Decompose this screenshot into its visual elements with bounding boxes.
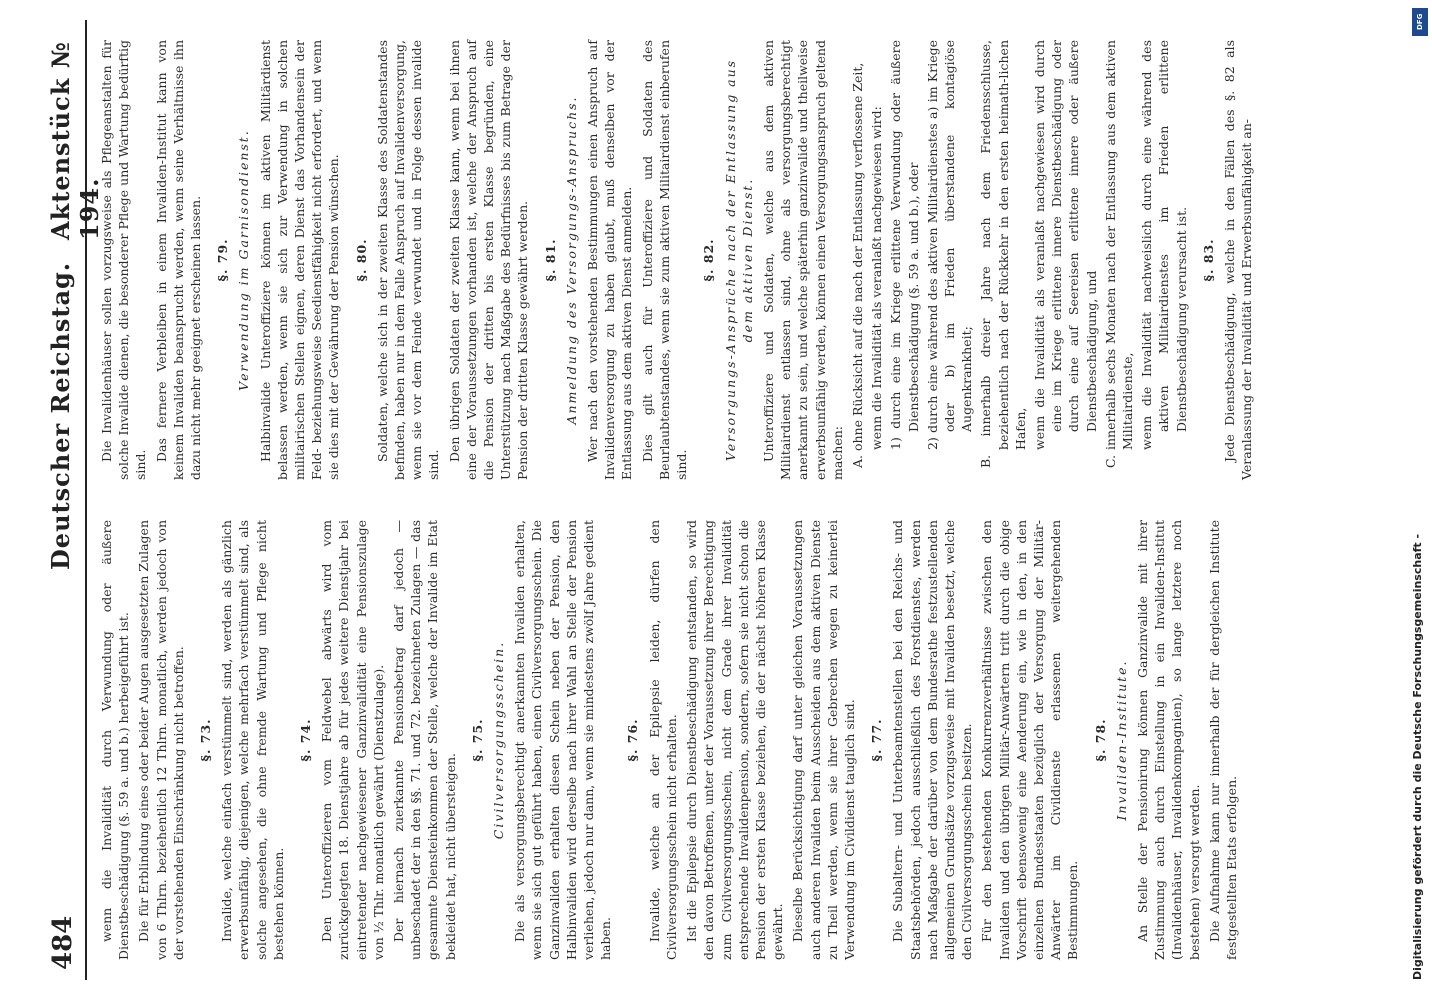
- list-item: C. innerhalb sechs Monaten nach der Entlassung aus dem aktiven Militairdienste,: [1102, 40, 1135, 468]
- page-number: 484: [48, 915, 78, 970]
- dfg-logo: DFG: [1412, 8, 1428, 36]
- paragraph: Die als versorgungsberechtigt anerkannten Invaliden erhalten, wenn sie sich gut geführt haben, einen Civilversorgungsschein. Die Ganzinvaliden erhalten diesen Schein neben der Pension, den Halbinvaliden wird derselbe nach ihrer Wahl an Stelle der Pension verliehen, jedoch nur dann, wenn sie mindestens zwölf Jahre gedient haben.: [512, 520, 614, 960]
- paragraph: Die Subaltern- und Unterbeamtenstellen bei den Reichs- und Staatsbehörden, jedoch ausschließlich des Forstdienstes, werden nach Maßgabe der darüber von dem Bundesrathe festzustellenden allgemeinen Grundsätze vorzugsweise mit Invaliden besetzt, welche den Civilversorgungsschein besitzen.: [890, 520, 975, 960]
- section-heading: §. 82.: [701, 238, 717, 282]
- section-heading: §. 81.: [542, 238, 558, 282]
- section-heading: §. 76.: [625, 718, 641, 762]
- paragraph: Wer nach den vorstehenden Bestimmungen einen Anspruch auf Invalidenversorgung zu haben glaubt, muß denselben vor der Entlassung aus dem aktiven Dienst anmelden.: [585, 40, 635, 480]
- section-heading: §. 78.: [1092, 718, 1108, 762]
- paragraph: Invalide, welche an der Epilepsie leiden, dürfen den Civilversorgungsschein nicht erhalten.: [646, 520, 679, 960]
- document-number: Aktenstück № 194.: [46, 41, 104, 240]
- paragraph: Die Aufnahme kann nur innerhalb der für dergleichen Institute festgestellten Etats erfolgen.: [1206, 520, 1239, 960]
- funding-notice: Digitalisierung gefördert durch die Deutsche Forschungsgemeinschaft -: [1411, 533, 1424, 980]
- paragraph: Dies gilt auch für Unteroffiziere und Soldaten des Beurlaubtenstandes, wenn sie zum aktiven Militairdienst einberufen sind.: [639, 40, 690, 480]
- section-subtitle: Anmeldung des Versorgungs-Anspruchs.: [563, 95, 579, 425]
- paragraph: Die Invalidenhäuser sollen vorzugsweise als Pflegeanstalten für solche Invalide dienen, die besonderer Pflege und Wartung bedürftig sind.: [99, 40, 149, 480]
- paragraph: Der hiernach zuerkannte Pensionsbetrag darf jedoch — unbeschadet der in den §§. 71. und 72. bezeichneten Zulagen — das gesammte Diensteinkommen der Stelle, welche der Invalide im Etat bekleidet hat, nicht übersteigen.: [391, 520, 458, 960]
- section-heading: §. 83.: [1200, 238, 1216, 282]
- list-item: wenn die Invalidität als veranlaßt nachgewiesen wird:: [869, 106, 885, 450]
- paragraph: Jede Dienstbeschädigung, welche in den Fällen des §. 82 als Veranlassung der Invalidität und Erwerbsunfähigkeit an-: [1221, 40, 1255, 480]
- section-subtitle: Civilversorgungsschein.: [491, 640, 507, 840]
- list-item: wenn die Invalidität als veranlaßt nachgewiesen wird durch eine im Kriege erlittene innere Dienstbeschädigung oder durch eine auf Seereisen erlittene innere oder äußere Dienstbeschädigung, und: [1031, 40, 1099, 450]
- list-item: 1) durch eine im Kriege erlittene Verwundung oder äußere Dienstbeschädigung (§. 59 a. und b.), oder: [888, 40, 921, 450]
- paragraph: Dieselbe Berücksichtigung darf unter gleichen Voraussetzungen auch anderen Invaliden beim Ausscheiden aus dem aktiven Dienste zu Theil werden, wenn sie ihrer Gebrechen wegen zu keinerlei Verwendung im Civildienst tauglich sind.: [790, 520, 857, 960]
- paragraph: Für den bestehenden Konkurrenzverhältnisse zwischen den Invaliden und den übrigen Militär-Anwärtern tritt durch die obige Vorschrift ebensowenig eine Aenderung ein, wie in den, in den einzelnen Bundesstaaten bezüglich der Versorgung der Militär-Anwärter im Civildienste erlassenen weitergehenden Bestimmungen.: [979, 520, 1081, 960]
- header-rule: [85, 20, 87, 980]
- paragraph: Den übrigen Soldaten der zweiten Klasse kann, wenn bei ihnen eine der Voraussetzungen vorhanden ist, welche der Anspruch auf die Pension der dritten bis ersten Klasse begründen, eine Unterstützung nach Maßgabe des Bedürfnisses bis zum Betrage der Pension der dritten Klasse gewährt werden.: [446, 40, 531, 480]
- section-heading: §. 75.: [469, 718, 485, 762]
- section-heading: §. 73.: [198, 718, 214, 762]
- section-heading: §. 74.: [298, 718, 314, 762]
- paragraph: Das fernere Verbleiben in einem Invaliden-Institut kann von keinem Invaliden beansprucht werden, wenn seine Verhältnisse ihn dazu nicht mehr geeignet erscheinen lassen.: [153, 40, 204, 480]
- paragraph: Halbinvalide Unteroffiziere können im aktiven Militärdienst belassen werden, wenn sie sich zur Verwendung in solchen militairischen Stellen eignen, deren Dienst das Vorhandensein der Feld- beziehungsweise Seedienstfähigkeit nicht erfordert, und wenn sie dies mit der Gewährung der Pension wünschen.: [257, 40, 342, 480]
- paragraph: Unteroffiziere und Soldaten, welche aus dem aktiven Militairdienst entlassen sind, ohne als versorgungsberechtigt anerkannt zu sein, und welche späterhin ganzinvalide und theilweise erwerbsunfähig werden, können einen Versorgungsanspruch geltend machen:: [760, 40, 845, 480]
- list-item: wenn die Invalidität nachweislich durch eine während des aktiven Militairdienstes im Frieden erlittene Dienstbeschädigung verursacht ist.: [1139, 40, 1189, 450]
- section-subtitle: Invaliden-Institute.: [1113, 659, 1129, 821]
- paragraph: Ist die Epilepsie durch Dienstbeschädigung entstanden, so wird den davon Betroffenen, unter der Voraussetzung ihrer Berechtigung zum Civilversorgungsschein, nicht dem Grade ihrer Invalidität entsprechende Invalidenpension, sondern, sofern sie nicht schon die Pension der ersten Klasse beziehen, die der nächst höheren Klasse gewährt.: [684, 520, 786, 960]
- section-heading: §. 80.: [353, 238, 369, 282]
- section-heading: §. 77.: [869, 718, 885, 762]
- paragraph: Den Unteroffizieren vom Feldwebel abwärts wird vom zurückgelegten 18. Dienstjahre ab für jedes weitere Dienstjahr bei eintretender nachgewiesener Ganzinvalidität eine Pensionszulage von ½ Thlr. monatlich gewährt (Dienstzulage).: [319, 520, 386, 960]
- paragraph: An Stelle der Pensionirung können Ganzinvalide mit ihrer Zustimmung auch durch Einstellung in ein Invaliden-Institut (Invalidenhäuser, Invalidenkompagnien), so lange letztere noch bestehen) versorgt werden.: [1134, 520, 1202, 960]
- paragraph: Die für Erblindung eines oder beider Augen ausgesetzten Zulagen von 6 Thlrn. beziehentlich 12 Thlrn. monatlich, werden jedoch von der vorstehenden Einschränkung nicht betroffen.: [136, 520, 186, 960]
- section-subtitle: Versorgungs-Ansprüche nach der Entlassung aus dem aktiven Dienst.: [722, 58, 755, 462]
- section-heading: §. 79.: [215, 238, 231, 282]
- paragraph: Invalide, welche einfach verstümmelt sind, werden als gänzlich erwerbsunfähig, diejenigen, welche mehrfach verstümmelt sind, als solche angesehen, die ohne fremde Wartung und Pflege nicht bestehen können.: [219, 520, 286, 960]
- paragraph: wenn die Invalidität durch Verwundung oder äußere Dienstbeschädigung (§. 59 a. und b.) herbeigeführt ist.: [99, 520, 132, 960]
- section-subtitle: Verwendung im Garnisondienst.: [236, 129, 252, 391]
- left-column: [98, 520, 1243, 960]
- list-item: B. innerhalb dreier Jahre nach dem Friedensschlusse, beziehentlich nach der Rückkehr in den ersten heimath-lichen Hafen,: [978, 40, 1028, 468]
- paragraph: Soldaten, welche sich in der zweiten Klasse des Soldatenstandes befinden, haben nur in dem Falle Anspruch auf Invalidenversorgung, wenn sie vor dem Feinde verwundet und in Folge dessen invalide sind.: [374, 40, 442, 480]
- right-column: [98, 40, 1258, 480]
- page-header: [40, 30, 104, 970]
- list-item: A. ohne Rücksicht auf die nach der Entlassung verflossene Zeit,: [849, 62, 865, 468]
- list-item: 2) durch eine während des aktiven Militairdienstes a) im Kriege oder b) im Frieden überstandene kontagiöse Augenkrankheit;: [924, 40, 975, 450]
- journal-title: Deutscher Reichstag.: [46, 261, 75, 570]
